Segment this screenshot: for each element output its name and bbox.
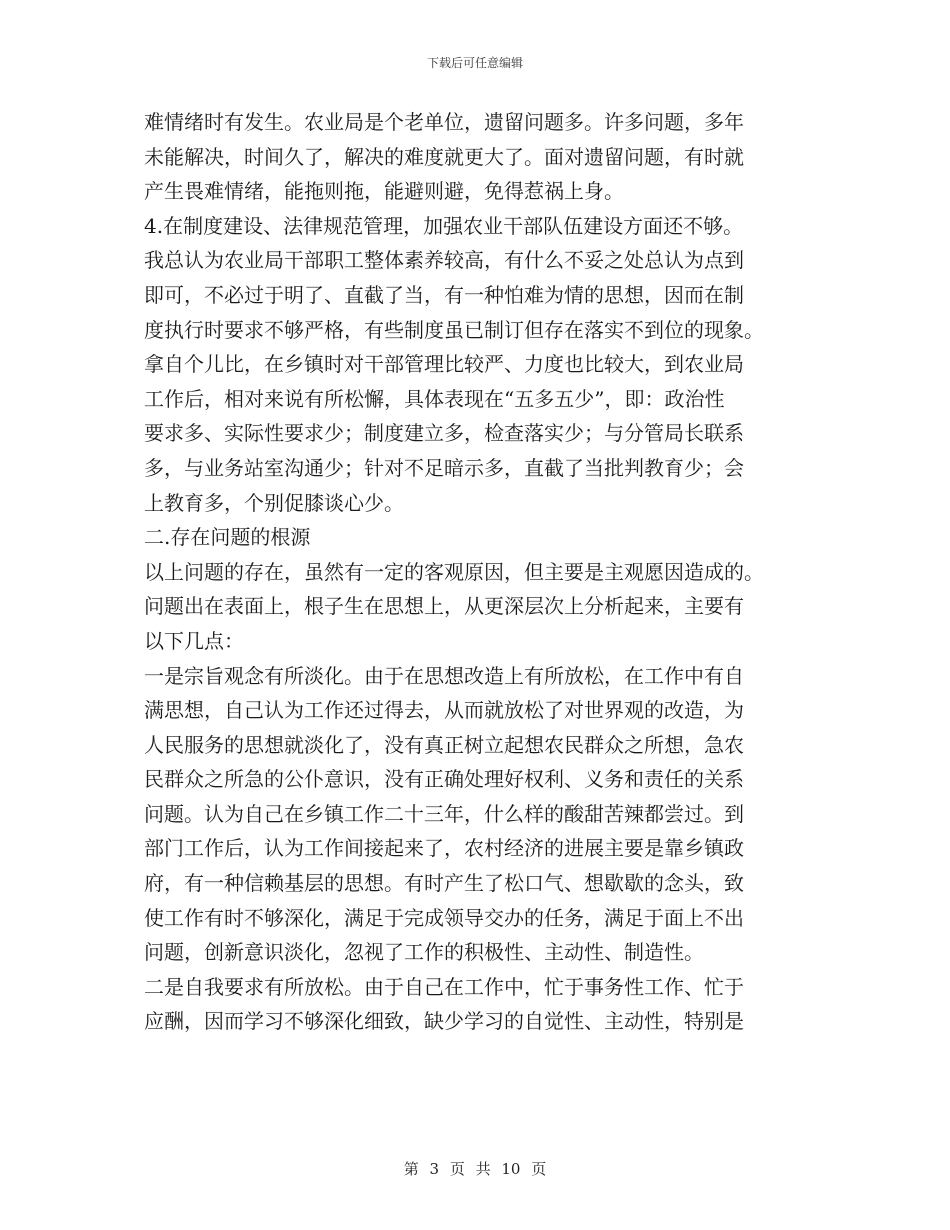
text-line: 上教育多，个别促膝谈心少。 bbox=[144, 490, 404, 515]
text-line: 未能解决，时间久了，解决的难度就更大了。面对遗留问题，有时就 bbox=[144, 144, 744, 169]
text-line: 问题。认为自己在乡镇工作二十三年，什么样的酸甜苦辣都尝过。到 bbox=[144, 801, 744, 826]
text-line: 难情绪时有发生。农业局是个老单位，遗留问题多。许多问题，多年 bbox=[144, 110, 744, 134]
text-line: 我总认为农业局干部职工整体素养较高，有什么不妥之处总认为点到 bbox=[144, 248, 744, 273]
text-line: 使工作有时不够深化，满足于完成领导交办的任务，满足于面上不出 bbox=[144, 905, 744, 930]
text-line: 应酬，因而学习不够深化细致，缺少学习的自觉性、主动性，特别是 bbox=[144, 1009, 744, 1034]
page-header: 下载后可任意编辑 bbox=[426, 56, 523, 70]
text-line: 以上问题的存在，虽然有一定的客观原因，但主要是主观愿因造成的。 bbox=[144, 559, 764, 584]
page-footer: 第 3 页 共 10 页 bbox=[403, 1160, 547, 1178]
text-line: 二是自我要求有所放松。由于自己在工作中，忙于事务性工作、忙于 bbox=[144, 974, 744, 999]
text-line: 度执行时要求不够严格，有些制度虽已制订但存在落实不到位的现象。 bbox=[144, 317, 764, 342]
text-line: 部门工作后，认为工作间接起来了，农村经济的进展主要是靠乡镇政 bbox=[144, 836, 744, 861]
text-line: 府，有一种信赖基层的思想。有时产生了松口气、想歇歇的念头，致 bbox=[144, 871, 744, 896]
text-line: 满思想，自己认为工作还过得去，从而就放松了对世界观的改造，为 bbox=[144, 698, 744, 723]
text-line: 多，与业务站室沟通少；针对不足暗示多，直截了当批判教育少；会 bbox=[144, 455, 744, 480]
body-text bbox=[144, 105, 814, 1039]
section-heading: 二.存在问题的根源 bbox=[144, 525, 311, 550]
text-line: 拿自个儿比，在乡镇时对干部管理比较严、力度也比较大，到农业局 bbox=[144, 352, 744, 377]
text-line: 问题，创新意识淡化，忽视了工作的积极性、主动性、制造性。 bbox=[144, 940, 704, 965]
text-line: 工作后，相对来说有所松懈，具体表现在“五多五少”，即：政治性 bbox=[144, 386, 725, 411]
text-line: 问题出在表面上，根子生在思想上，从更深层次上分析起来，主要有 bbox=[144, 594, 744, 619]
text-line: 民群众之所急的公仆意识，没有正确处理好权利、义务和责任的关系 bbox=[144, 767, 744, 792]
text-line: 以下几点： bbox=[144, 628, 244, 653]
text-line: 产生畏难情绪，能拖则拖，能避则避，免得惹祸上身。 bbox=[144, 179, 624, 204]
text-line: 要求多、实际性要求少；制度建立多，检查落实少；与分管局长联系 bbox=[144, 421, 744, 446]
text-line: 一是宗旨观念有所淡化。由于在思想改造上有所放松，在工作中有自 bbox=[144, 663, 744, 688]
text-line: 4.在制度建设、法律规范管理，加强农业干部队伍建设方面还不够。 bbox=[144, 213, 744, 238]
text-line: 即可，不必过于明了、直截了当，有一种怕难为情的思想，因而在制 bbox=[144, 282, 744, 307]
text-line: 人民服务的思想就淡化了，没有真正树立起想农民群众之所想，急农 bbox=[144, 732, 744, 757]
